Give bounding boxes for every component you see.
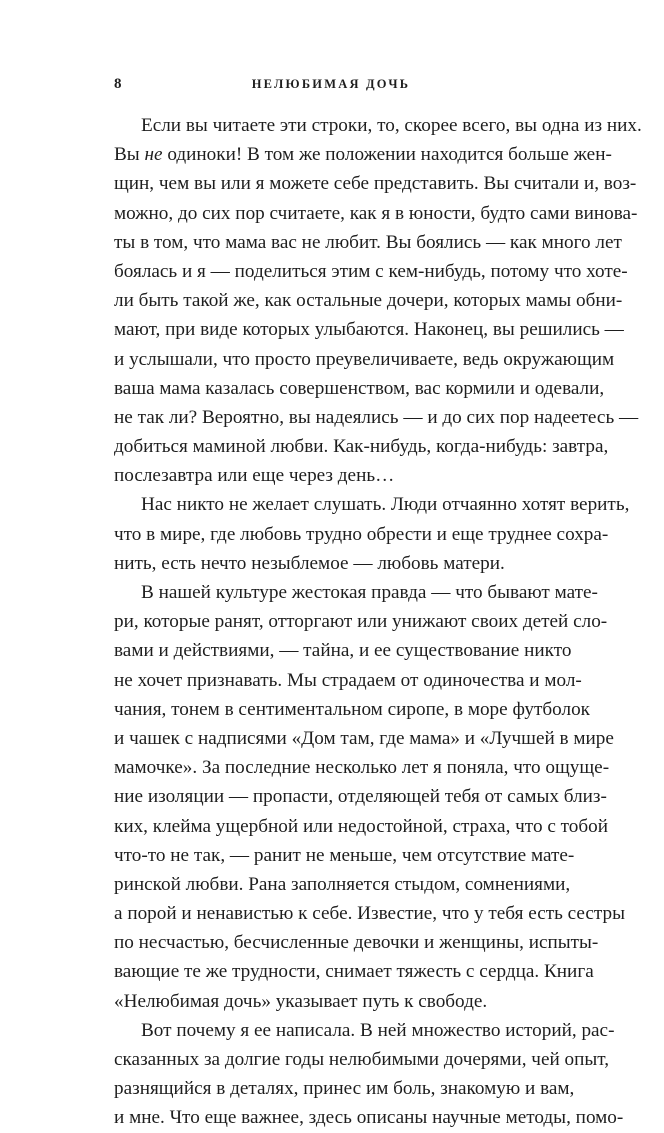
text-line: послезавтра или еще через день… (114, 465, 395, 487)
text-line: ких, клейма ущербной или недостойной, страха, что с тобой (114, 815, 608, 837)
text-line: добиться маминой любви. Как-нибудь, когда-нибудь: завтра, (114, 436, 609, 458)
text-line: разнящийся в деталях, принес им боль, знакомую и вам, (114, 1078, 575, 1100)
text-line: Если вы читаете эти строки, то, скорее всего, вы одна из них. (141, 115, 642, 136)
text-line: мают, при виде которых улыбаются. Наконец, вы решились — (114, 319, 624, 341)
text-line: и чашек с надписями «Дом там, где мама» и «Лучшей в мире (114, 727, 614, 749)
text-line: не так ли? Вероятно, вы надеялись — и до сих пор надеетесь — (114, 406, 639, 428)
text-line: боялась и я — поделиться этим с кем-нибудь, потому что хоте- (114, 260, 628, 282)
text-line: Вы не одиноки! В том же положении находится больше жен- (114, 144, 612, 166)
text-line: вающие те же трудности, снимает тяжесть с сердца. Книга (114, 961, 594, 983)
paragraph (114, 490, 630, 578)
text-line: нить, есть нечто незыблемое — любовь матери. (114, 552, 505, 574)
text-line: ринской любви. Рана заполняется стыдом, сомнениями, (114, 873, 571, 895)
text-line: ние изоляции — пропасти, отделяющей тебя от самых близ- (114, 786, 607, 808)
text-line: что в мире, где любовь трудно обрести и еще труднее сохра- (114, 523, 609, 545)
text-line: Нас никто не желает слушать. Люди отчаянно хотят верить, (141, 494, 630, 516)
running-head (114, 76, 548, 96)
text-line: ри, которые ранят, отторгают или унижают своих детей сло- (114, 611, 608, 633)
text-line: мамочке». За последние несколько лет я поняла, что ощуще- (114, 757, 610, 779)
paragraph (114, 111, 642, 490)
running-title: НЕЛЮБИМАЯ ДОЧЬ (251, 77, 411, 91)
paragraph (114, 578, 626, 1016)
text-line: сказанных за долгие годы нелюбимыми дочерями, чей опыт, (114, 1049, 610, 1070)
text-line: не хочет признавать. Мы страдаем от одиночества и мол- (114, 669, 582, 691)
body-text (114, 111, 642, 1133)
text-line: вами и действиями, — тайна, и ее существование никто (114, 640, 572, 662)
text-line: по несчастью, бесчисленные девочки и женщины, испыты- (114, 932, 599, 954)
text-line: и мне. Что еще важнее, здесь описаны научные методы, помо- (114, 1107, 624, 1129)
text-line: можно, до сих пор считаете, как я в юности, будто сами винова- (114, 202, 638, 224)
page-number: 8 (114, 76, 122, 92)
text-line: чания, тонем в сентиментальном сиропе, в море футболок (114, 698, 590, 720)
text-line: В нашей культуре жестокая правда — что бывают мате- (141, 582, 598, 603)
text-line: что-то не так, — ранит не меньше, чем отсутствие мате- (114, 844, 575, 866)
text-line: ли быть такой же, как остальные дочери, которых мамы обни- (114, 290, 623, 312)
text-line: щин, чем вы или я можете себе представить. Вы считали и, воз- (114, 173, 637, 195)
text-line: и услышали, что просто преувеличиваете, ведь окружающим (114, 348, 615, 370)
text-line: ваша мама казалась совершенством, вас кормили и одевали, (114, 377, 605, 399)
text-line: Вот почему я ее написала. В ней множество историй, рас- (141, 1019, 615, 1041)
paragraph (114, 1016, 624, 1133)
text-line: а порой и ненавистью к себе. Известие, что у тебя есть сестры (114, 903, 626, 925)
text-line: ты в том, что мама вас не любит. Вы боялись — как много лет (114, 231, 622, 253)
text-line: «Нелюбимая дочь» указывает путь к свободе. (114, 990, 488, 1012)
